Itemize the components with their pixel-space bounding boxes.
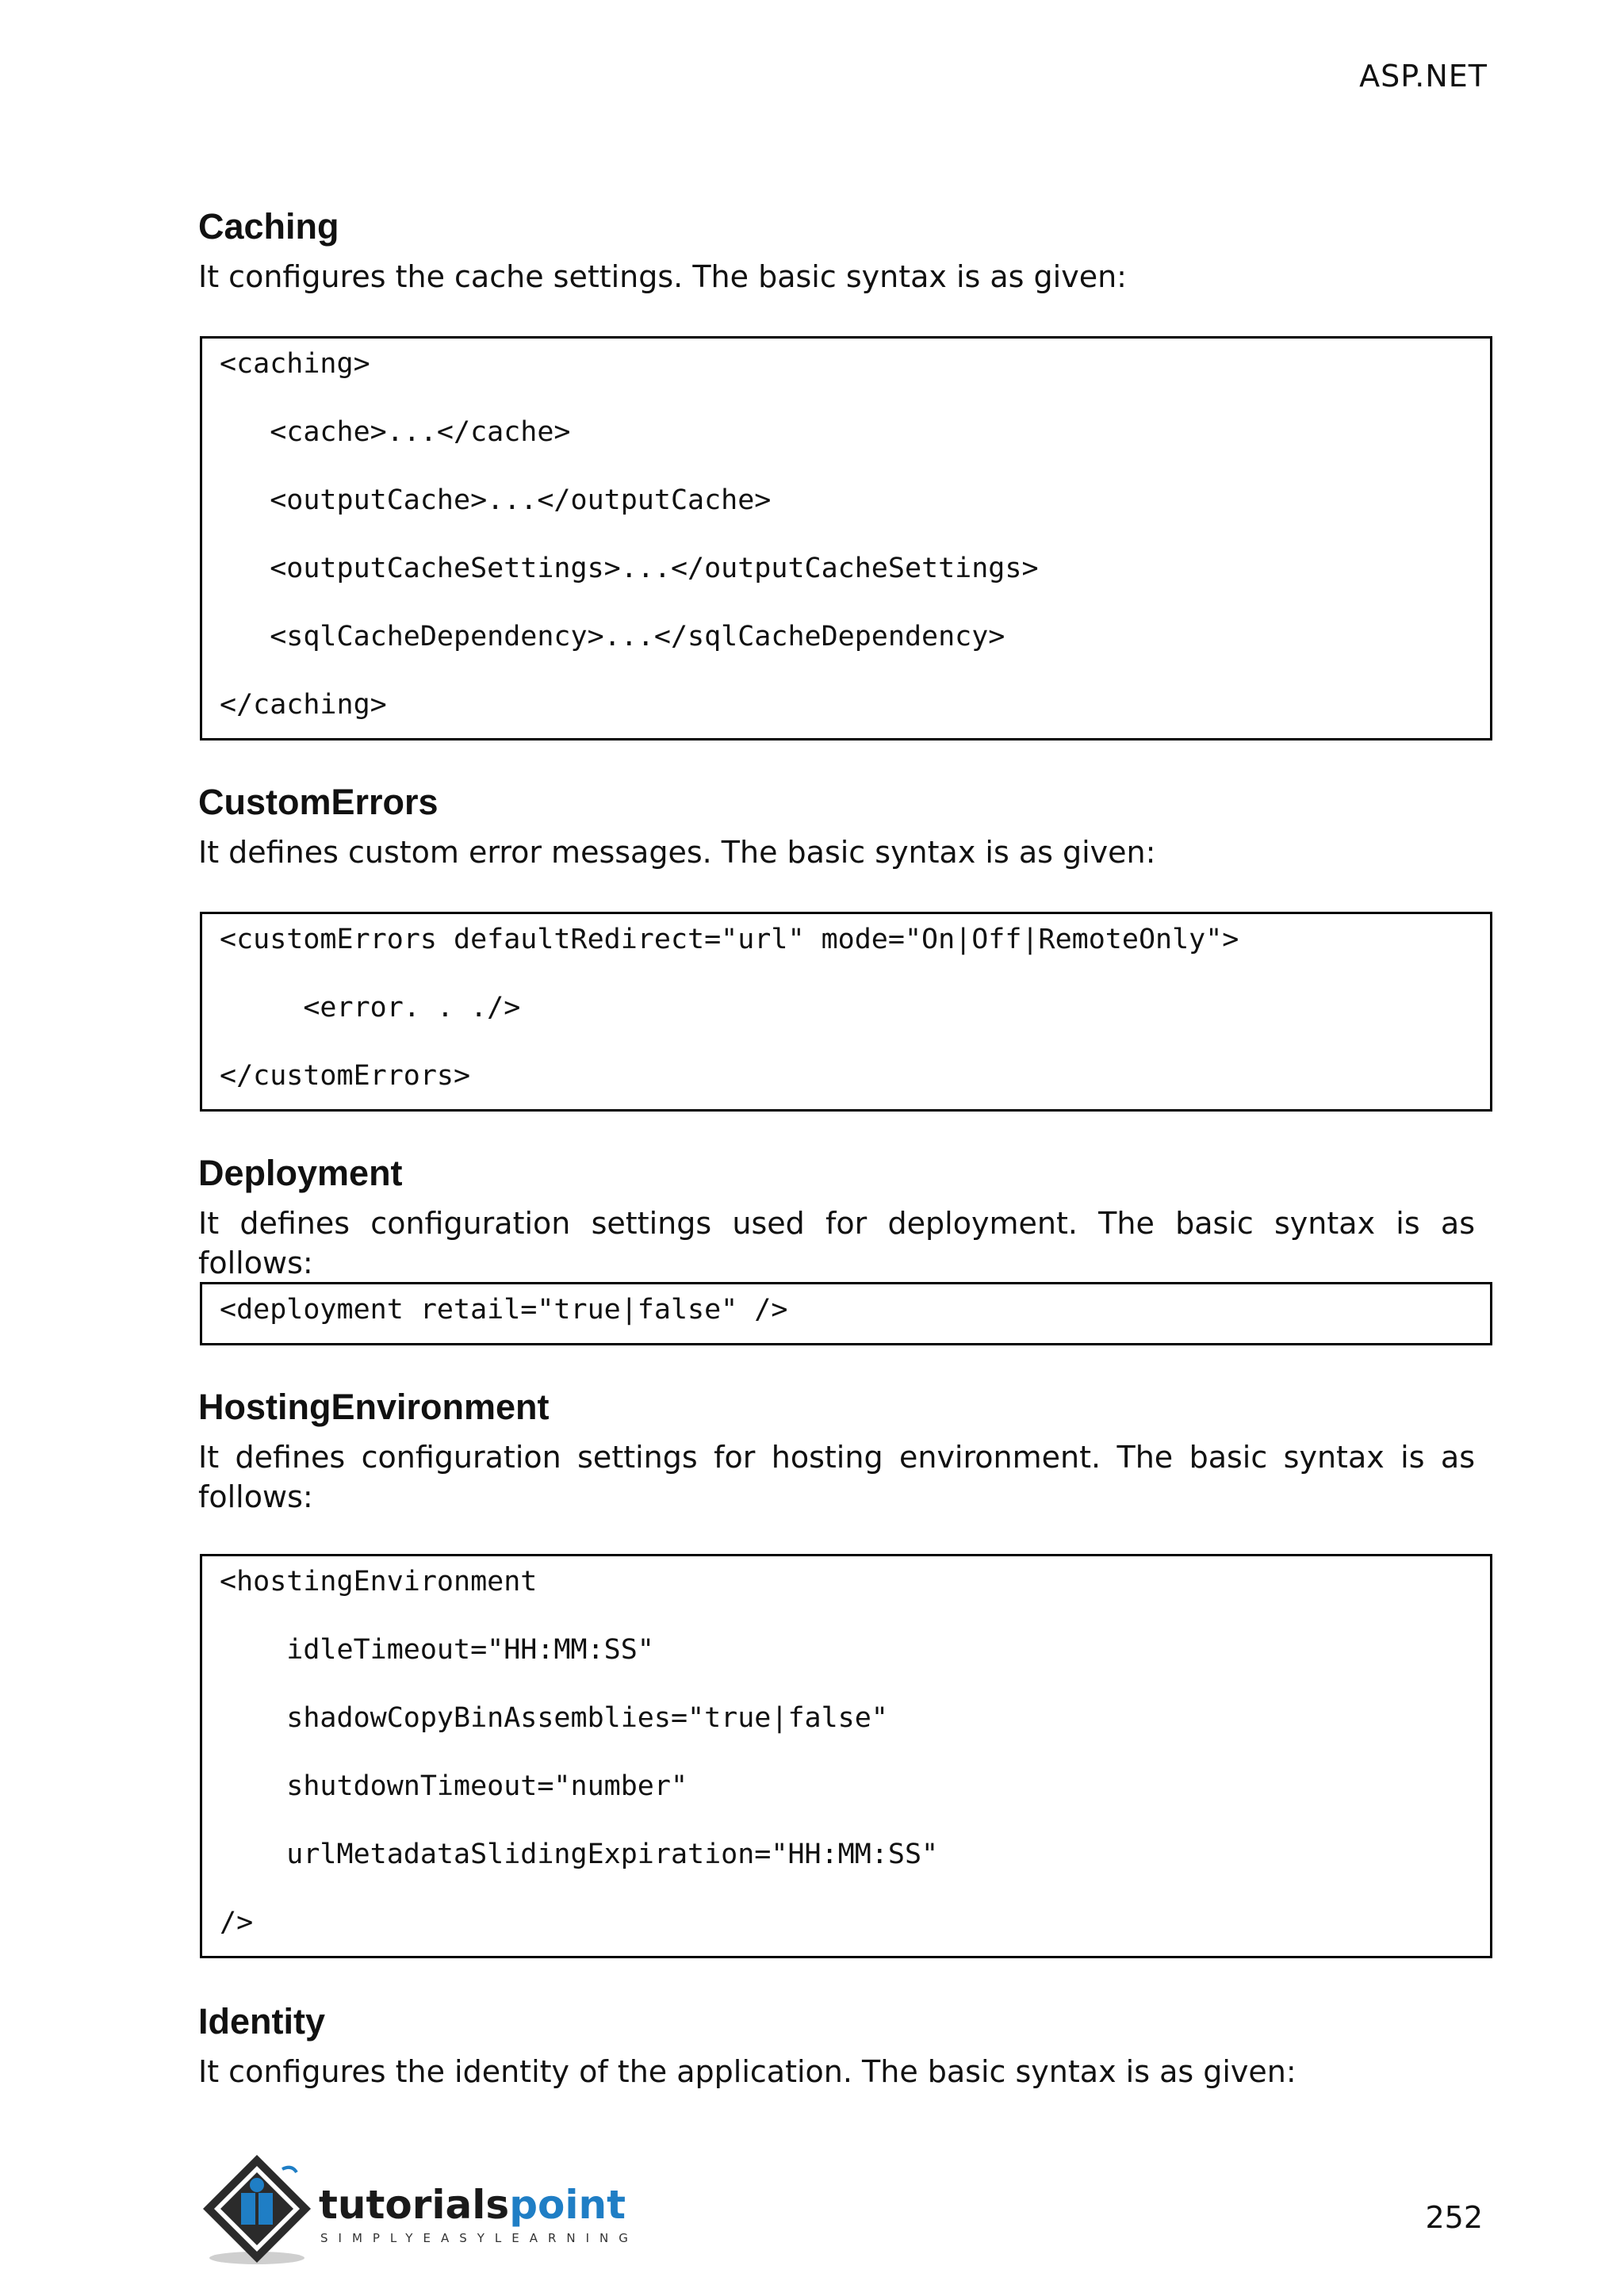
section-heading: Deployment: [198, 1153, 403, 1193]
logo-diamond-icon: [200, 2149, 319, 2267]
section-heading: Caching: [198, 206, 339, 247]
section-description: It defines configuration settings used for deployment. The basic syntax is as follows:: [198, 1206, 1475, 1280]
section-heading: CustomErrors: [198, 782, 439, 822]
section-description: It configures the identity of the application. The basic syntax is as given:: [198, 2054, 1297, 2089]
code-line: />: [220, 1907, 254, 1938]
section-description: It defines configuration settings for hosting environment. The basic syntax is as follows:: [198, 1440, 1475, 1514]
code-line: <sqlCacheDependency>...</sqlCacheDependency>: [220, 621, 1005, 652]
code-block-deployment: [200, 1282, 1492, 1345]
page-number: 252: [1425, 2200, 1483, 2235]
code-line: idleTimeout="HH:MM:SS": [220, 1634, 654, 1666]
code-line: </caching>: [220, 689, 387, 721]
code-line: <error. . ./>: [220, 992, 521, 1024]
code-line: <caching>: [220, 348, 370, 380]
tutorialspoint-logo: [200, 2149, 638, 2267]
page-header-title: ASP.NET: [1359, 59, 1488, 94]
section-caching: [198, 203, 1487, 297]
section-identity: [198, 1998, 1487, 2091]
code-line: shadowCopyBinAssemblies="true|false": [220, 1702, 888, 1734]
code-line: <cache>...</cache>: [220, 416, 571, 448]
code-block-caching: [200, 336, 1492, 740]
section-deployment: [198, 1150, 1487, 1283]
logo-wordmark: tutorialspoint: [319, 2182, 626, 2228]
code-line: <hostingEnvironment: [220, 1566, 538, 1598]
section-customerrors: [198, 779, 1487, 872]
logo-tagline: SIMPLYEASYLEARNING: [320, 2231, 638, 2245]
section-description: It configures the cache settings. The basic syntax is as given:: [198, 259, 1127, 294]
code-line: shutdownTimeout="number": [220, 1770, 688, 1802]
code-block-customerrors: [200, 912, 1492, 1112]
section-heading: Identity: [198, 2001, 326, 2042]
section-heading: HostingEnvironment: [198, 1387, 550, 1427]
code-line: <outputCacheSettings>...</outputCacheSettings>: [220, 553, 1039, 584]
code-line: <customErrors defaultRedirect="url" mode="On|Off|RemoteOnly">: [220, 924, 1239, 955]
section-hostingenvironment: [198, 1383, 1487, 1517]
code-line: </customErrors>: [220, 1060, 471, 1092]
code-block-hostingenvironment: [200, 1554, 1492, 1958]
code-line: <deployment retail="true|false" />: [220, 1294, 788, 1326]
code-line: urlMetadataSlidingExpiration="HH:MM:SS": [220, 1839, 939, 1870]
code-line: <outputCache>...</outputCache>: [220, 484, 772, 516]
section-description: It defines custom error messages. The basic syntax is as given:: [198, 835, 1156, 870]
